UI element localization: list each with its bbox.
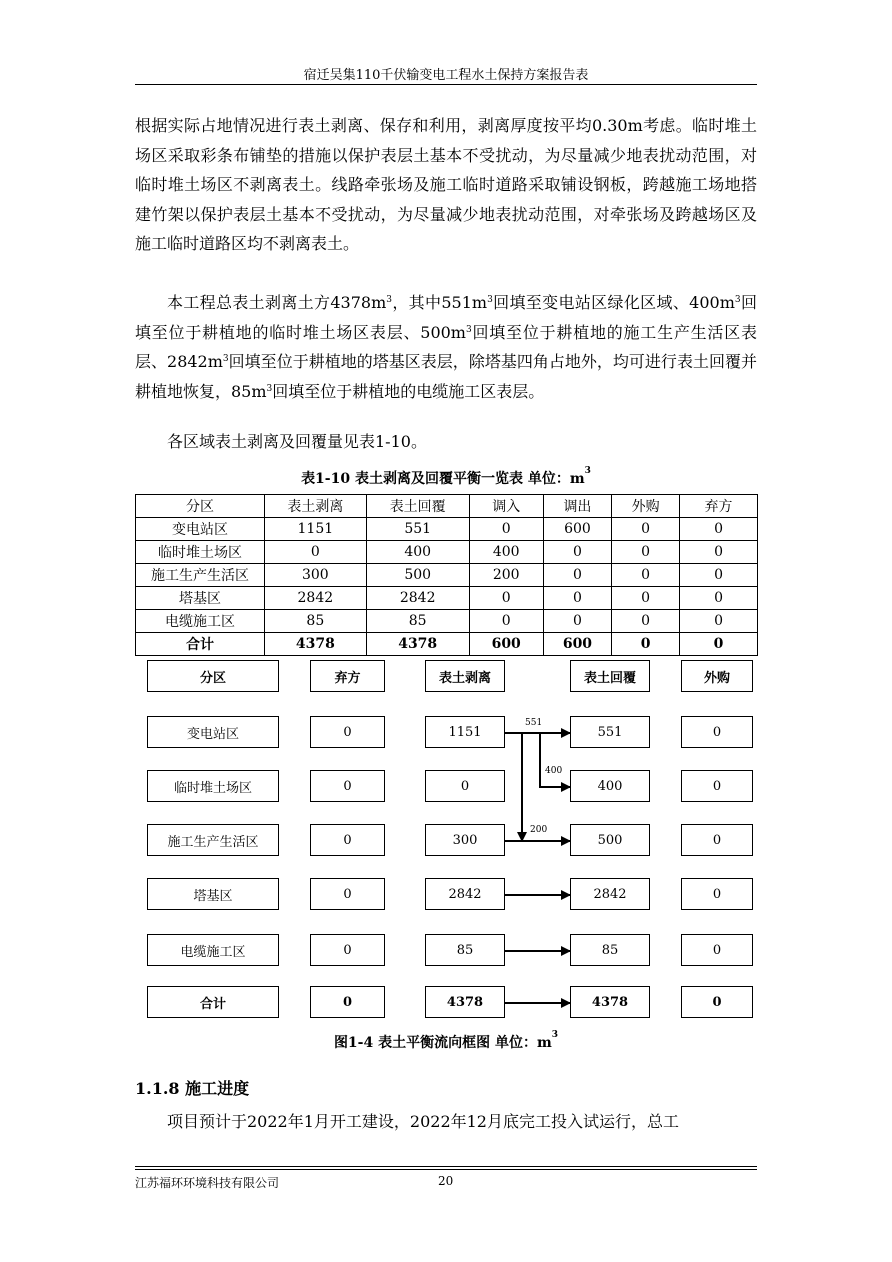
flow-box-zone: 合计 bbox=[147, 986, 279, 1018]
table-header-cell: 分区 bbox=[136, 495, 265, 518]
flow-box-cover: 500 bbox=[570, 824, 650, 856]
table-cell: 2842 bbox=[366, 587, 469, 610]
flow-box-cover: 85 bbox=[570, 934, 650, 966]
table-cell: 0 bbox=[680, 610, 758, 633]
table-cell: 0 bbox=[469, 518, 543, 541]
table-header-cell: 表土回覆 bbox=[366, 495, 469, 518]
table-cell: 0 bbox=[543, 541, 611, 564]
flow-box-cover: 4378 bbox=[570, 986, 650, 1018]
table-cell: 600 bbox=[543, 633, 611, 656]
para2-text: 回填至位于耕植地的电缆施工区表层。 bbox=[272, 381, 545, 401]
superscript: 3 bbox=[584, 466, 591, 476]
table-cell: 0 bbox=[612, 587, 680, 610]
flow-box-strip: 2842 bbox=[425, 878, 505, 910]
table-cell: 电缆施工区 bbox=[136, 610, 265, 633]
table-cell: 0 bbox=[680, 518, 758, 541]
table-cell: 0 bbox=[543, 610, 611, 633]
table-cell: 0 bbox=[680, 587, 758, 610]
superscript: 3 bbox=[266, 383, 273, 394]
table-cell: 600 bbox=[543, 518, 611, 541]
table-cell: 0 bbox=[469, 610, 543, 633]
table-cell: 0 bbox=[680, 564, 758, 587]
table-cell: 临时堆土场区 bbox=[136, 541, 265, 564]
flow-box-cover: 551 bbox=[570, 716, 650, 748]
table-cell: 4378 bbox=[366, 633, 469, 656]
para2-text: 回填至位于耕植地的塔基区表层，除塔基四角占地外，均可进行表土回覆并耕植地恢复，85m bbox=[135, 352, 757, 401]
table-header-cell: 表土剥离 bbox=[264, 495, 366, 518]
section-heading: 1.1.8 施工进度 bbox=[135, 1079, 250, 1098]
flow-box-zone: 临时堆土场区 bbox=[147, 770, 279, 802]
flow-header-waste: 弃方 bbox=[310, 660, 385, 692]
flow-box-zone: 施工生产生活区 bbox=[147, 824, 279, 856]
superscript: 3 bbox=[386, 295, 392, 305]
table-cell: 500 bbox=[366, 564, 469, 587]
table-cell: 85 bbox=[366, 610, 469, 633]
superscript: 3 bbox=[551, 1030, 559, 1040]
flow-box-zone: 变电站区 bbox=[147, 716, 279, 748]
table-cell: 0 bbox=[543, 587, 611, 610]
superscript: 3 bbox=[222, 354, 229, 364]
flow-box-purchase: 0 bbox=[681, 770, 753, 802]
table-cell: 1151 bbox=[264, 518, 366, 541]
superscript: 3 bbox=[465, 324, 472, 335]
table-caption-text: 表1-10 表土剥离及回覆平衡一览表 单位：m bbox=[301, 471, 585, 487]
superscript: 3 bbox=[487, 295, 493, 305]
table-cell: 400 bbox=[366, 541, 469, 564]
flow-header-purchase: 外购 bbox=[681, 660, 753, 692]
flow-box-strip: 4378 bbox=[425, 986, 505, 1018]
para2-text: 回填至位于耕植地的临时堆土场区表层、500m bbox=[135, 293, 757, 342]
table-cell: 0 bbox=[264, 541, 366, 564]
flow-box-waste: 0 bbox=[310, 934, 385, 966]
flow-header-strip: 表土剥离 bbox=[425, 660, 505, 692]
flow-box-strip: 85 bbox=[425, 934, 505, 966]
flow-box-zone: 电缆施工区 bbox=[147, 934, 279, 966]
table-cell: 400 bbox=[469, 541, 543, 564]
para2-text: ，其中551m bbox=[392, 293, 488, 312]
flow-label-551: 551 bbox=[525, 718, 543, 728]
para2-text: 回填至位于耕植地的施工生产生活区表层、2842m bbox=[135, 322, 757, 371]
footer-rule bbox=[135, 1166, 757, 1167]
table-cell: 200 bbox=[469, 564, 543, 587]
flow-box-waste: 0 bbox=[310, 824, 385, 856]
table-header-cell: 调入 bbox=[469, 495, 543, 518]
paragraph-1: 根据实际占地情况进行表土剥离、保存和利用，剥离厚度按平均0.30m考虑。临时堆土场区采取彩条布铺垫的措施以保护表层土基本不受扰动，为尽量减少地表扰动范围，对临时堆土场区不剥离表土。线路牵张场及施工临时道路采取铺设钢板，跨越施工场地搭建竹架以保护表层土基本不受扰动，为尽量减少地表扰动范围，对牵张场及跨越场区及施工临时道路区均不剥离表土。 bbox=[135, 116, 757, 253]
flow-box-purchase: 0 bbox=[681, 934, 753, 966]
table-header-cell: 弃方 bbox=[680, 495, 758, 518]
superscript: 3 bbox=[734, 295, 741, 305]
flow-box-zone: 塔基区 bbox=[147, 878, 279, 910]
flow-box-strip: 300 bbox=[425, 824, 505, 856]
footer-rule-2 bbox=[135, 1169, 757, 1170]
table-cell: 施工生产生活区 bbox=[136, 564, 265, 587]
table-cell: 0 bbox=[543, 564, 611, 587]
flow-label-400: 400 bbox=[545, 766, 563, 776]
table-cell: 2842 bbox=[264, 587, 366, 610]
paragraph-4: 项目预计于2022年1月开工建设，2022年12月底完工投入试运行，总工 bbox=[167, 1112, 679, 1131]
table-cell: 600 bbox=[469, 633, 543, 656]
arrow-substation-to-temp-stockpile bbox=[540, 733, 570, 787]
document-header-title: 宿迁吴集110千伏输变电工程水土保持方案报告表 bbox=[303, 68, 589, 83]
flow-box-purchase: 0 bbox=[681, 824, 753, 856]
flow-box-waste: 0 bbox=[310, 770, 385, 802]
table-cell: 85 bbox=[264, 610, 366, 633]
flow-box-cover: 400 bbox=[570, 770, 650, 802]
table-cell: 0 bbox=[612, 564, 680, 587]
table-header-cell: 外购 bbox=[612, 495, 680, 518]
flow-box-strip: 1151 bbox=[425, 716, 505, 748]
footer-company: 江苏福环环境科技有限公司 bbox=[135, 1176, 280, 1190]
paragraph-3: 各区域表土剥离及回覆量见表1-10。 bbox=[167, 432, 427, 451]
table-cell: 合计 bbox=[136, 633, 265, 656]
flow-box-strip: 0 bbox=[425, 770, 505, 802]
table-cell: 551 bbox=[366, 518, 469, 541]
para2-text: 本工程总表土剥离土方4378m bbox=[167, 293, 387, 312]
flow-box-waste: 0 bbox=[310, 716, 385, 748]
table-cell: 0 bbox=[469, 587, 543, 610]
flow-box-cover: 2842 bbox=[570, 878, 650, 910]
flow-box-purchase: 0 bbox=[681, 986, 753, 1018]
table-cell: 0 bbox=[680, 541, 758, 564]
flow-box-waste: 0 bbox=[310, 878, 385, 910]
flow-header-zone: 分区 bbox=[147, 660, 279, 692]
table-cell: 300 bbox=[264, 564, 366, 587]
table-cell: 4378 bbox=[264, 633, 366, 656]
flow-box-purchase: 0 bbox=[681, 878, 753, 910]
table-cell: 0 bbox=[612, 541, 680, 564]
table-header-cell: 调出 bbox=[543, 495, 611, 518]
figure-caption bbox=[0, 1032, 892, 1052]
flow-box-waste: 0 bbox=[310, 986, 385, 1018]
flow-box-purchase: 0 bbox=[681, 716, 753, 748]
table-cell: 塔基区 bbox=[136, 587, 265, 610]
flow-label-200: 200 bbox=[530, 825, 548, 835]
table-cell: 变电站区 bbox=[136, 518, 265, 541]
table-cell: 0 bbox=[612, 610, 680, 633]
flow-header-cover: 表土回覆 bbox=[570, 660, 650, 692]
page-number: 20 bbox=[438, 1174, 454, 1188]
table-cell: 0 bbox=[680, 633, 758, 656]
table-cell: 0 bbox=[612, 633, 680, 656]
figure-caption-text: 图1-4 表土平衡流向框图 单位：m bbox=[333, 1035, 552, 1051]
para2-text: 回填至变电站区绿化区域、400m bbox=[492, 293, 735, 312]
table-cell: 0 bbox=[612, 518, 680, 541]
